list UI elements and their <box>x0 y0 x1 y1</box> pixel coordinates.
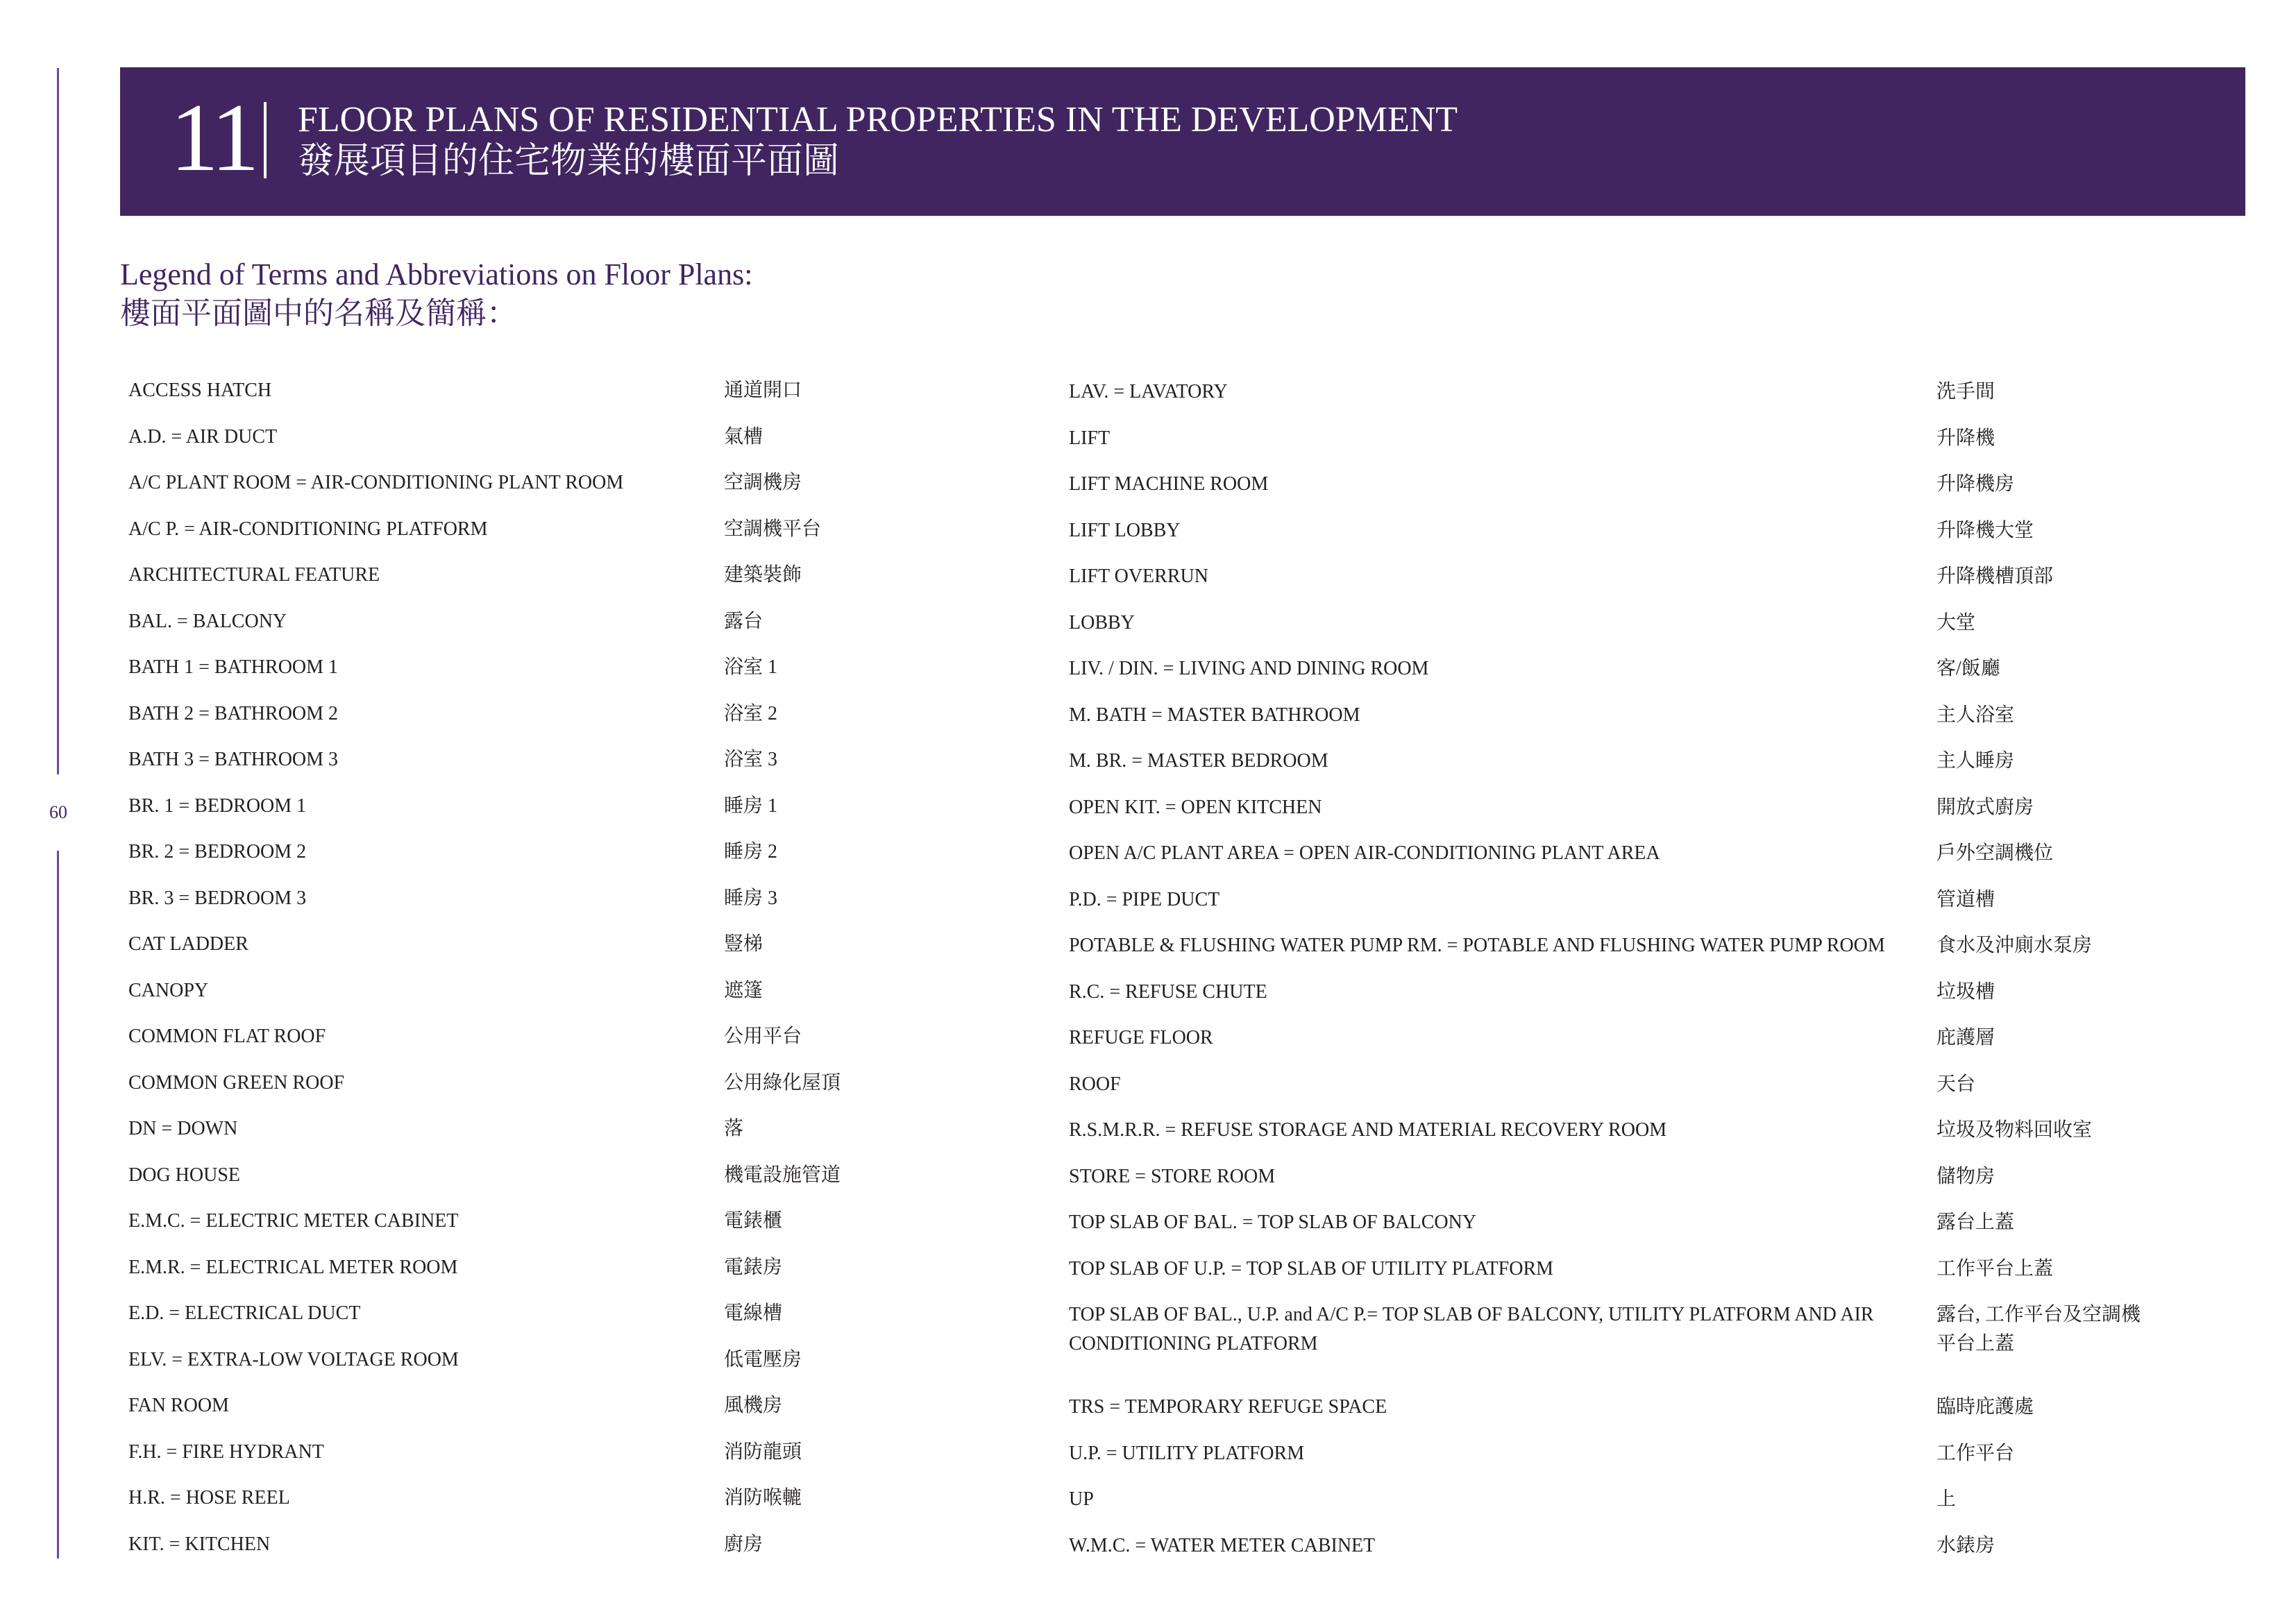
section-divider <box>264 102 267 178</box>
term-zh: 睡房 1 <box>724 794 778 817</box>
term-en: BATH 3 = BATHROOM 3 <box>128 749 339 770</box>
term-en: P.D. = PIPE DUCT <box>1069 888 1220 910</box>
term-zh: 庇護層 <box>1936 1027 1995 1048</box>
term-en: COMMON FLAT ROOF <box>128 1026 326 1047</box>
term-zh: 工作平台上蓋 <box>1936 1257 2054 1280</box>
legend-title-zh: 樓面平面圖中的名稱及簡稱： <box>120 296 517 330</box>
term-en: E.M.C. = ELECTRIC METER CABINET <box>128 1210 459 1232</box>
term-en: F.H. = FIRE HYDRANT <box>128 1441 324 1463</box>
term-zh: 消防喉轆 <box>724 1487 802 1509</box>
term-en: POTABLE & FLUSHING WATER PUMP RM. = POTABLE AND FLUSHING WATER PUMP ROOM <box>1069 935 1885 956</box>
term-zh: 主人睡房 <box>1936 750 2015 772</box>
term-en: BATH 2 = BATHROOM 2 <box>128 702 339 724</box>
term-zh: 儲物房 <box>1936 1165 1995 1187</box>
term-en: BR. 1 = BEDROOM 1 <box>128 794 307 817</box>
term-en: A.D. = AIR DUCT <box>128 425 278 448</box>
term-en: LIFT MACHINE ROOM <box>1069 473 1269 495</box>
term-en: ROOF <box>1069 1073 1121 1095</box>
term-zh: 水錶房 <box>1936 1534 1995 1556</box>
term-zh: 建築裝飾 <box>724 564 802 586</box>
term-en: TOP SLAB OF BAL. = TOP SLAB OF BALCONY <box>1069 1212 1477 1233</box>
term-en: LOBBY <box>1069 611 1135 634</box>
term-en: U.P. = UTILITY PLATFORM <box>1069 1442 1305 1464</box>
term-en: BR. 2 = BEDROOM 2 <box>128 841 307 863</box>
margin-rule-top <box>57 68 59 774</box>
term-zh: 公用綠化屋頂 <box>724 1071 841 1094</box>
margin-rule-bottom <box>57 851 59 1558</box>
term-en: STORE = STORE ROOM <box>1069 1165 1276 1187</box>
term-en: W.M.C. = WATER METER CABINET <box>1069 1534 1376 1556</box>
legend-title <box>120 255 752 333</box>
term-zh-continued: 平台上蓋 <box>1936 1333 2015 1354</box>
term-zh: 廚房 <box>724 1533 763 1555</box>
term-en: CAT LADDER <box>128 933 248 955</box>
term-zh: 垃圾槽 <box>1936 980 1995 1003</box>
term-en: ARCHITECTURAL FEATURE <box>128 564 380 586</box>
term-en: R.S.M.R.R. = REFUSE STORAGE AND MATERIAL RECOVERY ROOM <box>1069 1119 1667 1141</box>
term-zh: 洗手間 <box>1936 381 1995 402</box>
term-zh: 電線槽 <box>724 1302 783 1324</box>
term-en: R.C. = REFUSE CHUTE <box>1069 980 1267 1003</box>
term-zh: 上 <box>1936 1488 1957 1510</box>
term-en-continued: CONDITIONING PLATFORM <box>1069 1333 1318 1354</box>
section-title-zh: 發展項目的住宅物業的樓面平面圖 <box>298 142 840 181</box>
term-en: LIFT LOBBY <box>1069 519 1181 541</box>
term-en: BATH 1 = BATHROOM 1 <box>128 656 339 678</box>
section-header <box>120 67 2245 216</box>
term-zh: 電錶櫃 <box>724 1210 783 1232</box>
term-en: E.M.R. = ELECTRICAL METER ROOM <box>128 1256 458 1278</box>
term-en: TOP SLAB OF BAL., U.P. and A/C P.= TOP SLAB OF BALCONY, UTILITY PLATFORM AND AIR <box>1069 1304 1874 1325</box>
term-en: REFUGE FLOOR <box>1069 1027 1213 1048</box>
term-zh: 浴室 3 <box>724 749 778 770</box>
term-zh: 睡房 3 <box>724 887 778 909</box>
term-zh: 升降機大堂 <box>1936 519 2034 541</box>
term-zh: 空調機平台 <box>724 518 822 540</box>
term-zh: 睡房 2 <box>724 841 778 863</box>
section-title-en: FLOOR PLANS OF RESIDENTIAL PROPERTIES IN THE DEVELOPMENT <box>298 100 1458 139</box>
page-number: 60 <box>49 802 67 822</box>
term-en: LIV. / DIN. = LIVING AND DINING ROOM <box>1069 658 1429 679</box>
term-zh: 消防龍頭 <box>724 1441 802 1463</box>
term-en: ELV. = EXTRA-LOW VOLTAGE ROOM <box>128 1348 459 1370</box>
term-en: A/C P. = AIR-CONDITIONING PLATFORM <box>128 518 488 540</box>
term-zh: 主人浴室 <box>1936 704 2015 726</box>
term-zh: 浴室 2 <box>724 702 778 724</box>
term-zh: 升降機 <box>1936 427 1995 449</box>
term-en: LIFT OVERRUN <box>1069 566 1208 587</box>
term-en: LAV. = LAVATORY <box>1069 381 1228 402</box>
term-zh: 空調機房 <box>724 472 802 493</box>
term-zh: 低電壓房 <box>724 1348 802 1370</box>
term-en: FAN ROOM <box>128 1395 229 1416</box>
term-zh: 落 <box>724 1118 744 1139</box>
term-zh: 臨時庇護處 <box>1936 1396 2034 1418</box>
term-zh: 升降機房 <box>1936 473 2015 495</box>
term-en: M. BR. = MASTER BEDROOM <box>1069 750 1328 772</box>
term-zh: 天台 <box>1936 1073 1976 1095</box>
term-en: A/C PLANT ROOM = AIR-CONDITIONING PLANT ROOM <box>128 472 624 493</box>
term-zh: 電錶房 <box>724 1256 783 1278</box>
term-zh: 客/飯廳 <box>1936 658 2000 679</box>
term-zh: 浴室 1 <box>724 656 778 678</box>
term-zh: 公用平台 <box>724 1026 802 1047</box>
term-zh: 露台上蓋 <box>1936 1212 2015 1233</box>
term-zh: 大堂 <box>1936 611 1976 634</box>
term-zh: 管道槽 <box>1936 888 1995 910</box>
term-en: H.R. = HOSE REEL <box>128 1487 290 1509</box>
term-zh: 垃圾及物料回收室 <box>1936 1119 2093 1141</box>
term-en: BR. 3 = BEDROOM 3 <box>128 887 307 909</box>
term-en: DN = DOWN <box>128 1118 238 1139</box>
term-en: TOP SLAB OF U.P. = TOP SLAB OF UTILITY PLATFORM <box>1069 1257 1554 1280</box>
term-en: E.D. = ELECTRICAL DUCT <box>128 1302 361 1324</box>
term-zh: 升降機槽頂部 <box>1936 566 2054 587</box>
term-en: LIFT <box>1069 427 1111 449</box>
term-zh: 露台, 工作平台及空調機 <box>1936 1304 2141 1325</box>
legend-title-en: Legend of Terms and Abbreviations on Floor Plans: <box>120 257 753 291</box>
term-en: KIT. = KITCHEN <box>128 1533 271 1555</box>
term-zh: 開放式廚房 <box>1936 796 2034 818</box>
term-en: DOG HOUSE <box>128 1164 240 1186</box>
term-zh: 工作平台 <box>1936 1442 2015 1464</box>
term-zh: 食水及沖廁水泵房 <box>1936 935 2093 956</box>
term-zh: 戶外空調機位 <box>1936 842 2054 864</box>
term-en: UP <box>1069 1488 1094 1510</box>
term-en: TRS = TEMPORARY REFUGE SPACE <box>1069 1396 1387 1418</box>
term-en: ACCESS HATCH <box>128 380 272 401</box>
term-en: CANOPY <box>128 979 209 1001</box>
term-zh: 通道開口 <box>724 380 802 401</box>
term-zh: 遮篷 <box>724 979 763 1001</box>
section-number: 11 <box>170 84 255 192</box>
term-en: BAL. = BALCONY <box>128 610 287 632</box>
term-en: COMMON GREEN ROOF <box>128 1071 345 1094</box>
term-zh: 豎梯 <box>724 933 763 955</box>
term-zh: 風機房 <box>724 1395 783 1416</box>
term-zh: 露台 <box>724 610 763 632</box>
term-en: OPEN A/C PLANT AREA = OPEN AIR-CONDITIONING PLANT AREA <box>1069 842 1660 864</box>
term-en: OPEN KIT. = OPEN KITCHEN <box>1069 796 1322 818</box>
term-zh: 氣槽 <box>724 425 763 448</box>
term-en: M. BATH = MASTER BATHROOM <box>1069 704 1360 726</box>
term-zh: 機電設施管道 <box>724 1164 841 1186</box>
